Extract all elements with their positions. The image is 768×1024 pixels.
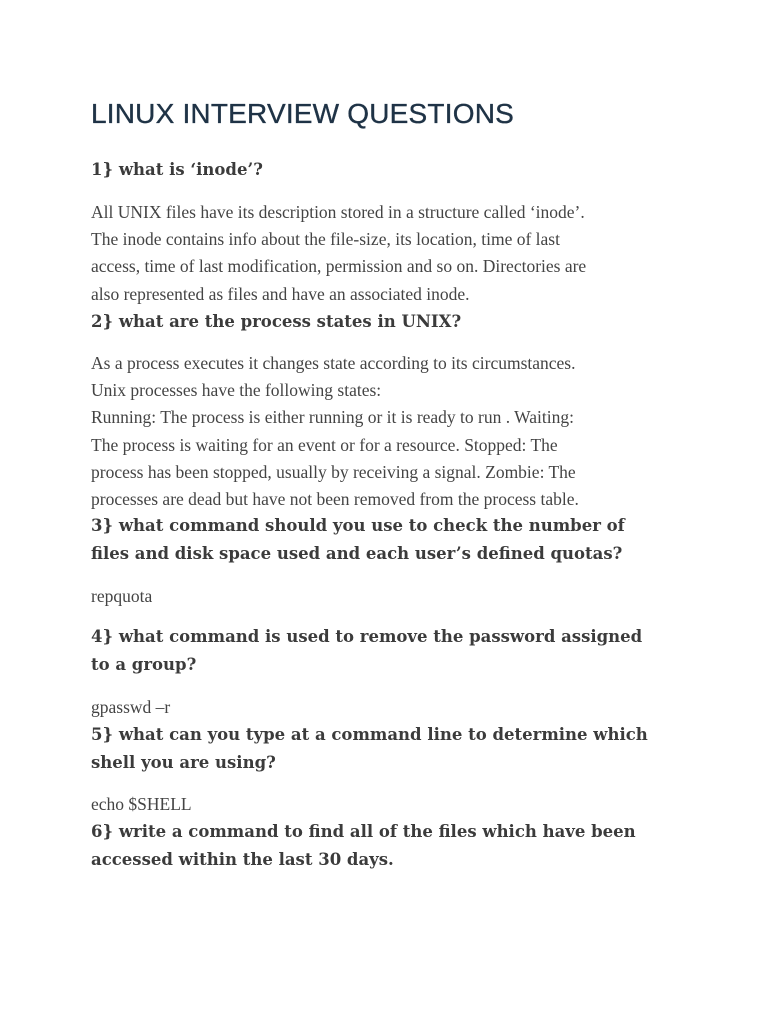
answer-2-line: The process is waiting for an event or for a resource. Stopped: The — [91, 434, 558, 455]
question-3-line: files and disk space used and each user’s defined quotas? — [91, 543, 623, 563]
answer-2-line: Running: The process is either running or it is ready to run . Waiting: — [91, 407, 575, 428]
question-1-line: 1} what is ‘inode’? — [91, 160, 263, 179]
answer-4-line: gpasswd –r — [91, 697, 171, 717]
answer-1-line: The inode contains info about the file-size, its location, time of last — [91, 229, 560, 250]
question-4-line: 4} what command is used to remove the password assigned — [91, 627, 643, 646]
answer-2-line: Unix processes have the following states: — [91, 380, 382, 401]
question-5-line: shell you are using? — [91, 752, 276, 772]
answer-3-line: repquota — [91, 586, 153, 606]
document-title: LINUX INTERVIEW QUESTIONS — [91, 98, 514, 129]
question-6-line: accessed within the last 30 days. — [91, 849, 394, 869]
answer-1 — [91, 199, 691, 308]
question-4-line: to a group? — [91, 654, 197, 674]
question-3-line: 3} what command should you use to check the number of — [91, 516, 625, 535]
answer-3 — [91, 583, 691, 610]
answer-5-line: echo $SHELL — [91, 794, 192, 814]
answer-5 — [91, 791, 691, 818]
question-6 — [91, 818, 691, 873]
answer-2 — [91, 350, 691, 513]
answer-1-line: also represented as files and have an associated inode. — [91, 283, 470, 304]
question-4 — [91, 623, 691, 678]
answer-4 — [91, 694, 691, 721]
question-5-line: 5} what can you type at a command line to determine which — [91, 725, 648, 744]
answer-1-line: access, time of last modification, permission and so on. Directories are — [91, 256, 587, 277]
question-6-line: 6} write a command to find all of the files which have been — [91, 822, 636, 841]
question-2-line: 2} what are the process states in UNIX? — [91, 312, 462, 331]
answer-2-line: process has been stopped, usually by receiving a signal. Zombie: The — [91, 461, 576, 482]
answer-1-line: All UNIX files have its description stored in a structure called ‘inode’. — [91, 202, 585, 222]
question-1 — [91, 156, 691, 184]
question-5 — [91, 721, 691, 776]
answer-2-line: processes are dead but have not been removed from the process table. — [91, 489, 579, 510]
question-3 — [91, 512, 691, 567]
answer-2-line: As a process executes it changes state according to its circumstances. — [91, 353, 576, 373]
question-2 — [91, 308, 691, 336]
